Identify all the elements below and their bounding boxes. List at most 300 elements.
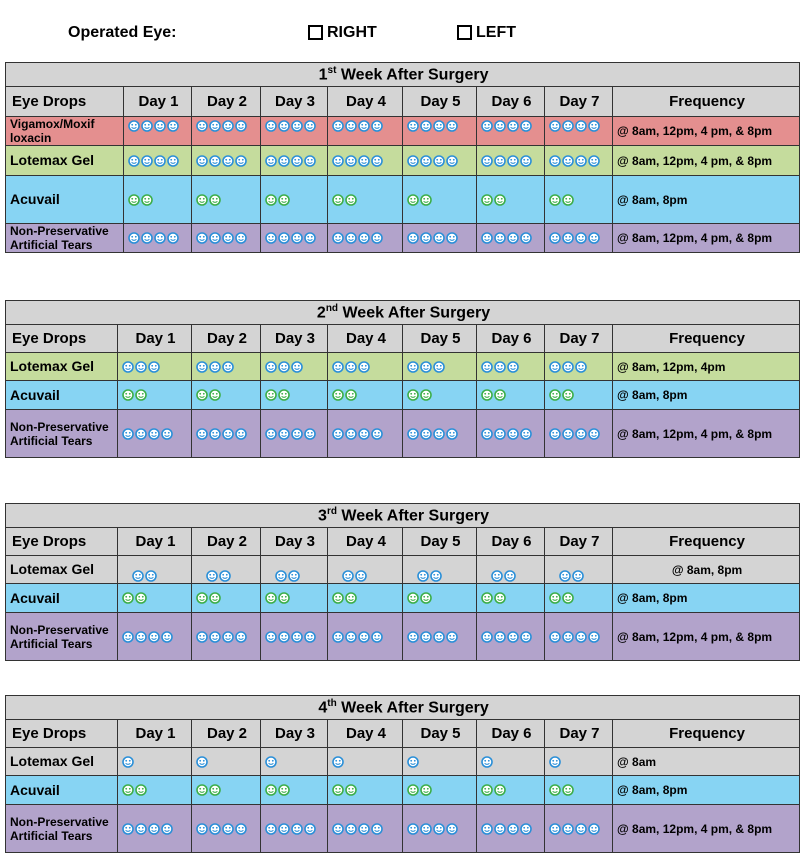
medication-name: Lotemax Gel [6,556,118,584]
smiley-face-icon [265,823,277,835]
day-column-header: Day 5 [403,720,477,748]
dose-cell[interactable] [261,353,328,381]
week-title [6,301,800,325]
smiley-face-icon [222,428,234,440]
frequency-text: @ 8am, 8pm [613,776,800,805]
dose-cell[interactable] [403,613,477,661]
dose-cell[interactable] [261,117,328,146]
smiley-face-icon [588,155,600,167]
smiley-face-icon [141,232,153,244]
smiley-face-icon [304,232,316,244]
smiley-face-icon [235,631,247,643]
dose-cell[interactable] [328,353,403,381]
smiley-face-icon [332,784,344,796]
smiley-face-icon [196,155,208,167]
medication-name: Vigamox/Moxif loxacin [6,117,124,146]
smiley-face-icon [358,823,370,835]
smiley-face-icon [420,631,432,643]
dose-cell[interactable] [261,410,328,458]
smiley-face-icon [420,194,432,206]
medication-row [6,117,800,146]
medication-row [6,613,800,661]
medication-row [6,381,800,410]
week-number: 3 [318,507,327,525]
dose-cell[interactable] [328,776,403,805]
dose-cell[interactable] [477,353,545,381]
dose-cell[interactable] [477,224,545,253]
dose-cell[interactable] [477,176,545,224]
week-number: 2 [316,304,326,322]
medication-name: Lotemax Gel [6,748,118,776]
smiley-face-icon [345,631,357,643]
smiley-face-icon [345,389,357,401]
smiley-face-icon [332,361,344,373]
dose-cell[interactable] [477,584,545,613]
smiley-face-icon [520,232,532,244]
smiley-face-icon [520,155,532,167]
dose-cell[interactable] [192,224,261,253]
smiley-face-icon [235,155,247,167]
smiley-face-icon [358,155,370,167]
dose-cell[interactable] [118,584,192,613]
smiley-face-icon [358,120,370,132]
day-column-header: Day 6 [477,720,545,748]
dose-cell[interactable] [477,117,545,146]
day-column-header: Day 5 [403,528,477,556]
dose-cell[interactable] [477,776,545,805]
smiley-face-icon [407,631,419,643]
day-column-header: Day 2 [192,87,261,117]
smiley-face-icon [507,428,519,440]
smiley-face-icon [504,570,516,582]
dose-cell[interactable] [118,748,192,776]
smiley-face-icon [507,155,519,167]
smiley-face-icon [549,631,561,643]
dose-cell[interactable] [192,556,261,584]
smiley-face-icon [332,592,344,604]
dose-cell[interactable] [545,748,613,776]
smiley-face-icon [196,823,208,835]
dose-cell[interactable] [403,748,477,776]
dose-cell[interactable] [118,410,192,458]
dose-cell[interactable] [403,556,477,584]
smiley-face-icon [371,120,383,132]
smiley-face-icon [562,232,574,244]
smiley-face-icon [167,155,179,167]
smiley-face-icon [278,361,290,373]
smiley-face-icon [167,120,179,132]
smiley-face-icon [507,631,519,643]
smiley-face-icon [209,232,221,244]
dose-cell[interactable] [124,176,192,224]
week-ordinal-suffix: th [327,697,337,709]
smiley-face-icon [278,232,290,244]
smiley-face-icon [420,155,432,167]
dose-cell[interactable] [477,556,545,584]
dose-cell[interactable] [118,805,192,853]
smiley-face-icon [291,120,303,132]
smiley-face-icon [265,232,277,244]
dose-cell[interactable] [403,776,477,805]
dose-cell[interactable] [192,176,261,224]
day-column-header: Day 1 [118,325,192,353]
dose-cell[interactable] [192,410,261,458]
dose-cell[interactable] [403,176,477,224]
day-column-header: Day 3 [261,87,328,117]
frequency-text: @ 8am, 8pm [613,556,800,584]
smiley-face-icon [154,232,166,244]
smiley-face-icon [278,784,290,796]
frequency-text: @ 8am [613,748,800,776]
smiley-face-icon [345,194,357,206]
medication-row [6,748,800,776]
dose-cell[interactable] [261,556,328,584]
dose-cell[interactable] [192,353,261,381]
dose-cell[interactable] [545,224,613,253]
smiley-face-icon [122,784,134,796]
dose-cell[interactable] [477,613,545,661]
dose-cell[interactable] [328,748,403,776]
smiley-face-icon [128,155,140,167]
operated-eye-header [0,22,805,44]
smiley-face-icon [549,389,561,401]
smiley-face-icon [481,155,493,167]
smiley-face-icon [332,631,344,643]
dose-cell[interactable] [545,584,613,613]
smiley-face-icon [235,120,247,132]
dose-cell[interactable] [261,176,328,224]
smiley-face-icon [235,823,247,835]
day-column-header: Day 6 [477,325,545,353]
smiley-face-icon [209,428,221,440]
smiley-face-icon [520,823,532,835]
week-4-table [5,695,800,853]
smiley-face-icon [433,120,445,132]
smiley-face-icon [371,232,383,244]
day-column-header: Day 6 [477,87,545,117]
day-column-header: Day 2 [192,325,261,353]
smiley-face-icon [420,784,432,796]
dose-cell[interactable] [328,146,403,176]
smiley-face-icon [291,428,303,440]
dose-cell[interactable] [477,146,545,176]
eye-drops-column-header: Eye Drops [6,325,118,353]
smiley-face-icon [278,823,290,835]
smiley-face-icon [209,592,221,604]
smiley-face-icon [494,155,506,167]
dose-cell[interactable] [545,556,613,584]
smiley-face-icon [332,823,344,835]
smiley-face-icon [196,361,208,373]
dose-cell[interactable] [192,613,261,661]
smiley-face-icon [196,592,208,604]
dose-cell[interactable] [545,117,613,146]
medication-row [6,556,800,584]
smiley-face-icon [575,155,587,167]
smiley-face-icon [122,756,134,768]
dose-cell[interactable] [328,805,403,853]
dose-cell[interactable] [261,776,328,805]
smiley-face-icon [481,232,493,244]
day-column-header: Day 7 [545,87,613,117]
dose-cell[interactable] [261,805,328,853]
dose-cell[interactable] [261,748,328,776]
medication-row [6,410,800,458]
dose-cell[interactable] [477,381,545,410]
smiley-face-icon [135,361,147,373]
frequency-text: @ 8am, 12pm, 4 pm, & 8pm [613,805,800,853]
dose-cell[interactable] [545,353,613,381]
right-eye-checkbox[interactable] [308,25,323,40]
smiley-face-icon [588,823,600,835]
dose-cell[interactable] [545,176,613,224]
day-column-header: Day 1 [118,720,192,748]
smiley-face-icon [222,361,234,373]
dose-cell[interactable] [477,805,545,853]
smiley-face-icon [265,592,277,604]
dose-cell[interactable] [545,381,613,410]
smiley-face-icon [494,389,506,401]
smiley-face-icon [206,570,218,582]
smiley-face-icon [549,194,561,206]
smiley-face-icon [420,120,432,132]
dose-cell[interactable] [403,224,477,253]
dose-cell[interactable] [403,805,477,853]
smiley-face-icon [549,155,561,167]
dose-cell[interactable] [124,117,192,146]
dose-cell[interactable] [118,776,192,805]
smiley-face-icon [209,823,221,835]
dose-cell[interactable] [261,224,328,253]
week-ordinal-suffix: st [327,64,337,76]
dose-cell[interactable] [118,556,192,584]
smiley-face-icon [278,428,290,440]
dose-cell[interactable] [328,381,403,410]
smiley-face-icon [407,232,419,244]
smiley-face-icon [371,155,383,167]
smiley-face-icon [291,631,303,643]
smiley-face-icon [332,389,344,401]
smiley-face-icon [562,592,574,604]
smiley-face-icon [446,120,458,132]
smiley-face-icon [132,570,144,582]
smiley-face-icon [481,194,493,206]
smiley-face-icon [167,232,179,244]
smiley-face-icon [549,428,561,440]
smiley-face-icon [420,232,432,244]
smiley-face-icon [407,120,419,132]
frequency-column-header: Frequency [613,325,800,353]
smiley-face-icon [275,570,287,582]
frequency-text: @ 8am, 12pm, 4 pm, & 8pm [613,146,800,176]
day-column-header: Day 4 [328,87,403,117]
dose-cell[interactable] [328,556,403,584]
smiley-face-icon [265,389,277,401]
smiley-face-icon [278,155,290,167]
smiley-face-icon [332,194,344,206]
dose-cell[interactable] [545,805,613,853]
smiley-face-icon [494,232,506,244]
smiley-face-icon [135,592,147,604]
medication-name: Acuvail [6,776,118,805]
smiley-face-icon [407,592,419,604]
dose-cell[interactable] [328,410,403,458]
dose-cell[interactable] [192,748,261,776]
dose-cell[interactable] [477,748,545,776]
smiley-face-icon [265,784,277,796]
smiley-face-icon [433,823,445,835]
smiley-face-icon [433,155,445,167]
week-1-table [5,62,800,253]
dose-cell[interactable] [124,146,192,176]
smiley-face-icon [420,389,432,401]
dose-cell[interactable] [328,117,403,146]
medication-row [6,146,800,176]
dose-cell[interactable] [124,224,192,253]
medication-name: Lotemax Gel [6,353,118,381]
medication-row [6,805,800,853]
dose-cell[interactable] [192,805,261,853]
left-eye-checkbox[interactable] [457,25,472,40]
smiley-face-icon [520,120,532,132]
week-number: 1 [318,66,328,84]
smiley-face-icon [481,592,493,604]
day-column-header: Day 3 [261,720,328,748]
smiley-face-icon [141,194,153,206]
dose-cell[interactable] [118,353,192,381]
dose-cell[interactable] [261,381,328,410]
dose-cell[interactable] [192,146,261,176]
smiley-face-icon [355,570,367,582]
dose-cell[interactable] [545,776,613,805]
medication-row [6,176,800,224]
left-eye-label: LEFT [476,24,516,41]
smiley-face-icon [345,592,357,604]
dose-cell[interactable] [328,176,403,224]
smiley-face-icon [196,389,208,401]
dose-cell[interactable] [192,776,261,805]
dose-cell[interactable] [328,224,403,253]
smiley-face-icon [128,120,140,132]
dose-cell[interactable] [403,410,477,458]
smiley-face-icon [494,631,506,643]
smiley-face-icon [345,232,357,244]
smiley-face-icon [196,784,208,796]
smiley-face-icon [433,232,445,244]
smiley-face-icon [358,428,370,440]
frequency-column-header: Frequency [613,528,800,556]
week-title-text: Week After Surgery [336,507,490,525]
dose-cell[interactable] [403,584,477,613]
smiley-face-icon [491,570,503,582]
day-column-header: Day 4 [328,720,403,748]
dose-cell[interactable] [261,613,328,661]
smiley-face-icon [494,120,506,132]
frequency-text: @ 8am, 12pm, 4 pm, & 8pm [613,117,800,146]
medication-name: Non-Preservative Artificial Tears [6,613,118,661]
medication-name: Lotemax Gel [6,146,124,176]
smiley-face-icon [278,631,290,643]
smiley-face-icon [407,756,419,768]
smiley-face-icon [209,784,221,796]
dose-cell[interactable] [403,353,477,381]
week-3-table [5,503,800,661]
dose-cell[interactable] [118,381,192,410]
smiley-face-icon [265,120,277,132]
smiley-face-icon [494,194,506,206]
smiley-face-icon [222,232,234,244]
frequency-text: @ 8am, 12pm, 4 pm, & 8pm [613,613,800,661]
dose-cell[interactable] [403,117,477,146]
smiley-face-icon [407,784,419,796]
smiley-face-icon [575,361,587,373]
smiley-face-icon [588,120,600,132]
dose-cell[interactable] [118,613,192,661]
dose-cell[interactable] [261,146,328,176]
smiley-face-icon [291,823,303,835]
smiley-face-icon [575,428,587,440]
smiley-face-icon [420,361,432,373]
dose-cell[interactable] [403,381,477,410]
smiley-face-icon [446,823,458,835]
smiley-face-icon [196,194,208,206]
dose-cell[interactable] [328,613,403,661]
smiley-face-icon [420,823,432,835]
smiley-face-icon [420,592,432,604]
dose-cell[interactable] [261,584,328,613]
dose-cell[interactable] [192,381,261,410]
dose-cell[interactable] [192,584,261,613]
smiley-face-icon [209,361,221,373]
smiley-face-icon [562,823,574,835]
dose-cell[interactable] [477,410,545,458]
smiley-face-icon [420,428,432,440]
frequency-text: @ 8am, 12pm, 4 pm, & 8pm [613,410,800,458]
smiley-face-icon [332,232,344,244]
day-column-header: Day 6 [477,528,545,556]
dose-cell[interactable] [545,410,613,458]
smiley-face-icon [135,389,147,401]
smiley-face-icon [371,823,383,835]
smiley-face-icon [549,823,561,835]
smiley-face-icon [342,570,354,582]
dose-cell[interactable] [328,584,403,613]
dose-cell[interactable] [545,146,613,176]
day-column-header: Day 5 [403,87,477,117]
day-column-header: Day 1 [124,87,192,117]
smiley-face-icon [265,155,277,167]
smiley-face-icon [128,232,140,244]
frequency-text: @ 8am, 12pm, 4 pm, & 8pm [613,224,800,253]
dose-cell[interactable] [545,613,613,661]
smiley-face-icon [304,428,316,440]
smiley-face-icon [278,389,290,401]
smiley-face-icon [141,120,153,132]
smiley-face-icon [196,120,208,132]
dose-cell[interactable] [192,117,261,146]
smiley-face-icon [128,194,140,206]
smiley-face-icon [481,389,493,401]
smiley-face-icon [265,361,277,373]
smiley-face-icon [332,756,344,768]
smiley-face-icon [494,784,506,796]
dose-cell[interactable] [403,146,477,176]
smiley-face-icon [196,428,208,440]
smiley-face-icon [265,194,277,206]
frequency-text: @ 8am, 8pm [613,381,800,410]
week-number: 4 [318,699,328,717]
smiley-face-icon [345,155,357,167]
